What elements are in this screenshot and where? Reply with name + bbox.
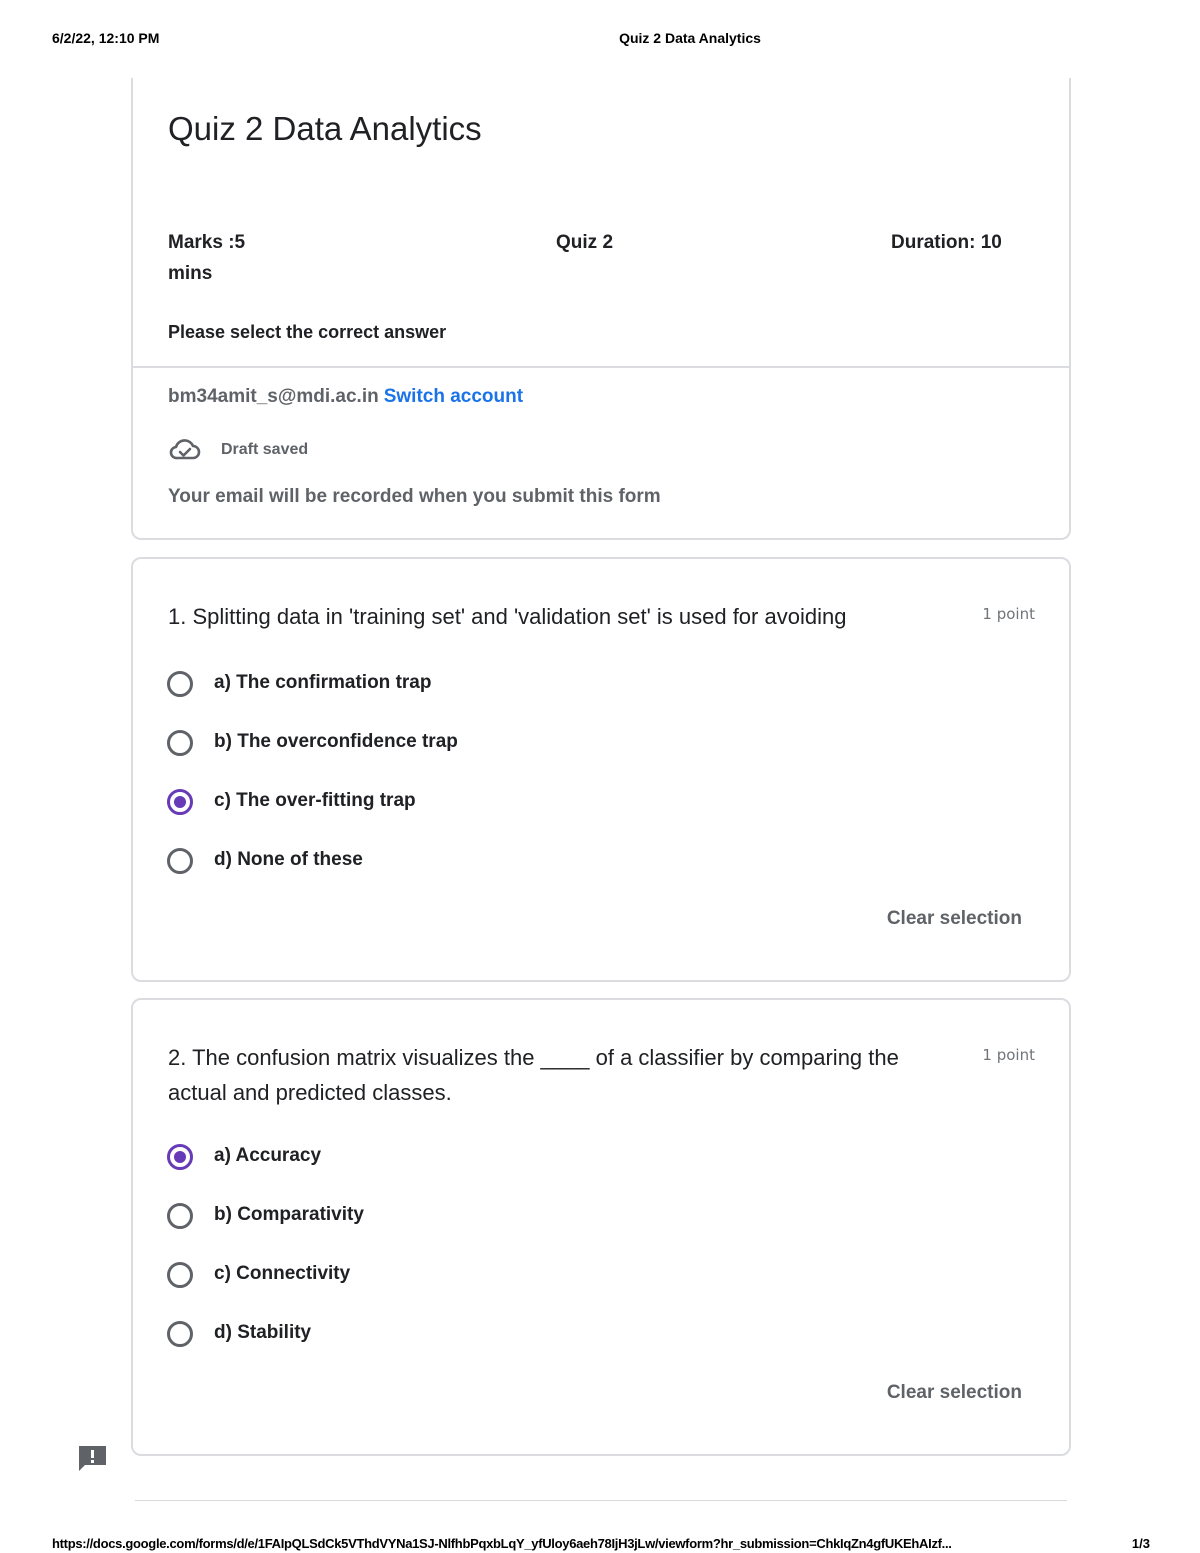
radio-button[interactable] [167,848,193,874]
switch-account-link[interactable]: Switch account [383,386,524,407]
account-email: bm34amit_s@mdi.ac.in [168,386,379,407]
question-text: 1. Splitting data in 'training set' and 'validation set' is used for avoiding [168,604,847,629]
question-card-1 [131,557,1071,982]
option-label: b) Comparativity [214,1204,364,1225]
form-title: Quiz 2 Data Analytics [168,110,482,147]
option-label: a) The confirmation trap [214,672,432,693]
print-header [0,30,1200,50]
print-page-number: 1/3 [1131,1536,1150,1551]
quiz-label: Quiz 2 [556,232,614,253]
form-header-card [131,78,1071,540]
account-row [168,386,523,408]
question-text: 2. The confusion matrix visualizes the ____ of a classifier by comparing the actual and predicted classes. [168,1045,899,1105]
form-instructions: Please select the correct answer [168,322,447,342]
radio-button[interactable] [167,1262,193,1288]
clear-selection-button[interactable]: Clear selection [886,908,1022,929]
header-divider [133,366,1069,368]
question-card-2 [131,998,1071,1456]
clear-selection-button[interactable]: Clear selection [886,1382,1022,1403]
radio-button-selected[interactable] [167,1144,193,1170]
print-url: https://docs.google.com/forms/d/e/1FAIpQLSdCk5VThdVYNa1SJ-NlfhbPqxbLqY_yfUloy6aeh78IjH3jLw/viewform?hr_submission=ChkIqZn4gfUKEhAIzf... [52,1536,952,1551]
print-title: Quiz 2 Data Analytics [619,30,761,46]
question-points: 1 point [982,1046,1035,1064]
radio-button[interactable] [167,1321,193,1347]
print-date: 6/2/22, 12:10 PM [52,30,160,46]
radio-button[interactable] [167,1203,193,1229]
draft-status-text: Draft saved [221,441,309,458]
duration-label: Duration: 10 [891,232,1002,253]
option-label: d) Stability [214,1322,312,1343]
option-label: a) Accuracy [214,1145,322,1166]
question-points: 1 point [982,605,1035,623]
option-label: d) None of these [214,849,363,870]
marks-label: Marks :5 [168,232,246,253]
cloud-check-icon [168,436,202,464]
duration-unit: mins [168,263,213,284]
option-label: c) The over-fitting trap [214,790,416,811]
radio-button[interactable] [167,730,193,756]
option-label: b) The overconfidence trap [214,731,458,752]
footer-divider [135,1500,1067,1501]
radio-button[interactable] [167,671,193,697]
email-record-note: Your email will be recorded when you submit this form [168,486,661,507]
option-label: c) Connectivity [214,1263,351,1284]
radio-button-selected[interactable] [167,789,193,815]
report-issue-icon[interactable] [77,1444,108,1472]
